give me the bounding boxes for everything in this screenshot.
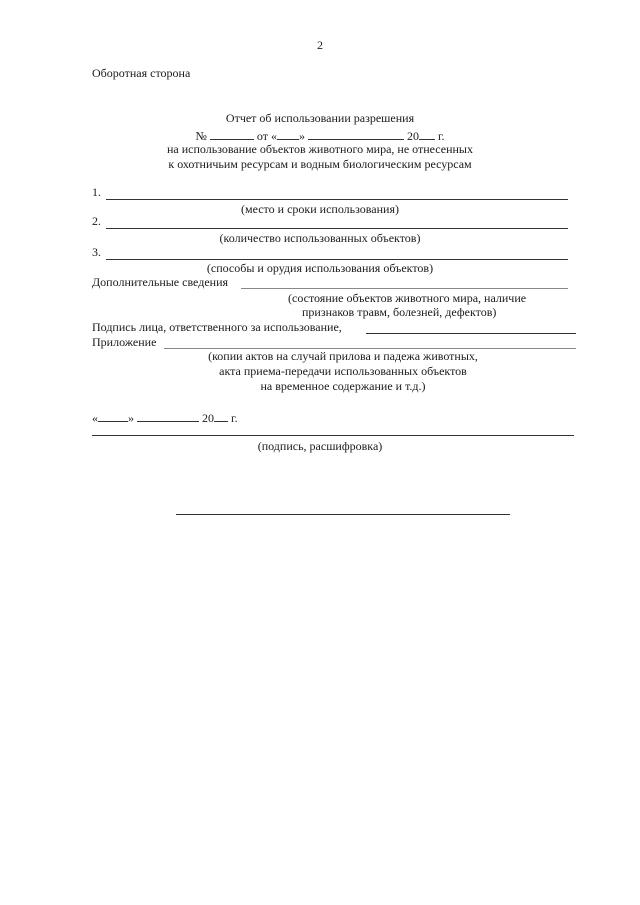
year-prefix: 20 — [406, 129, 419, 143]
extra-info-field[interactable] — [241, 288, 568, 289]
year-suffix: г. — [437, 129, 445, 143]
item-3-field[interactable] — [106, 259, 568, 260]
report-day-field[interactable] — [98, 409, 128, 422]
appendix-caption-2: акта приема-передачи использованных объектов — [219, 364, 467, 378]
signature-field[interactable] — [92, 435, 574, 436]
from-word: от « — [256, 129, 277, 143]
appendix-caption-3: на временное содержание и т.д.) — [260, 379, 426, 393]
extra-info-caption-1: (состояние объектов животного мира, наличие — [288, 291, 527, 305]
page-number: 2 — [317, 38, 323, 52]
side-label: Оборотная сторона — [92, 66, 191, 80]
permit-month-field[interactable] — [308, 127, 404, 140]
item-2-number: 2. — [92, 214, 101, 228]
report-date-line — [92, 409, 238, 426]
signature-caption: (подпись, расшифровка) — [257, 439, 383, 453]
bottom-separator — [176, 514, 510, 515]
permit-day-field[interactable] — [277, 127, 299, 140]
item-1-number: 1. — [92, 185, 101, 199]
responsible-signature-field[interactable] — [366, 333, 576, 334]
item-1-caption: (место и сроки использования) — [241, 202, 399, 216]
date-close-quote: » — [128, 411, 134, 425]
quote-close: » — [298, 129, 305, 143]
appendix-caption-1: (копии актов на случай прилова и падежа животных, — [208, 349, 478, 363]
report-year-field[interactable] — [214, 409, 228, 422]
extra-info-label: Дополнительные сведения — [92, 275, 229, 289]
permit-number-field[interactable] — [210, 127, 254, 140]
number-sign: № — [195, 129, 207, 143]
item-3-caption: (способы и орудия использования объектов) — [206, 261, 434, 275]
title-line-4: к охотничьим ресурсам и водным биологическим ресурсам — [168, 157, 472, 171]
item-1-field[interactable] — [106, 199, 568, 200]
responsible-signature-label: Подпись лица, ответственного за использование, — [92, 320, 342, 334]
report-title: Отчет об использовании разрешения — [225, 111, 415, 125]
report-month-field[interactable] — [137, 409, 199, 422]
date-year-suffix: г. — [231, 411, 238, 425]
extra-info-caption-2: признаков травм, болезней, дефектов) — [302, 305, 497, 319]
permit-year-field[interactable] — [419, 127, 435, 140]
item-2-field[interactable] — [106, 228, 568, 229]
date-open-quote: « — [92, 411, 98, 425]
item-2-caption: (количество использованных объектов) — [219, 231, 421, 245]
date-year-prefix: 20 — [202, 411, 214, 425]
item-3-number: 3. — [92, 245, 101, 259]
appendix-label: Приложение — [92, 335, 157, 349]
title-line-3: на использование объектов животного мира, не отнесенных — [166, 142, 473, 156]
